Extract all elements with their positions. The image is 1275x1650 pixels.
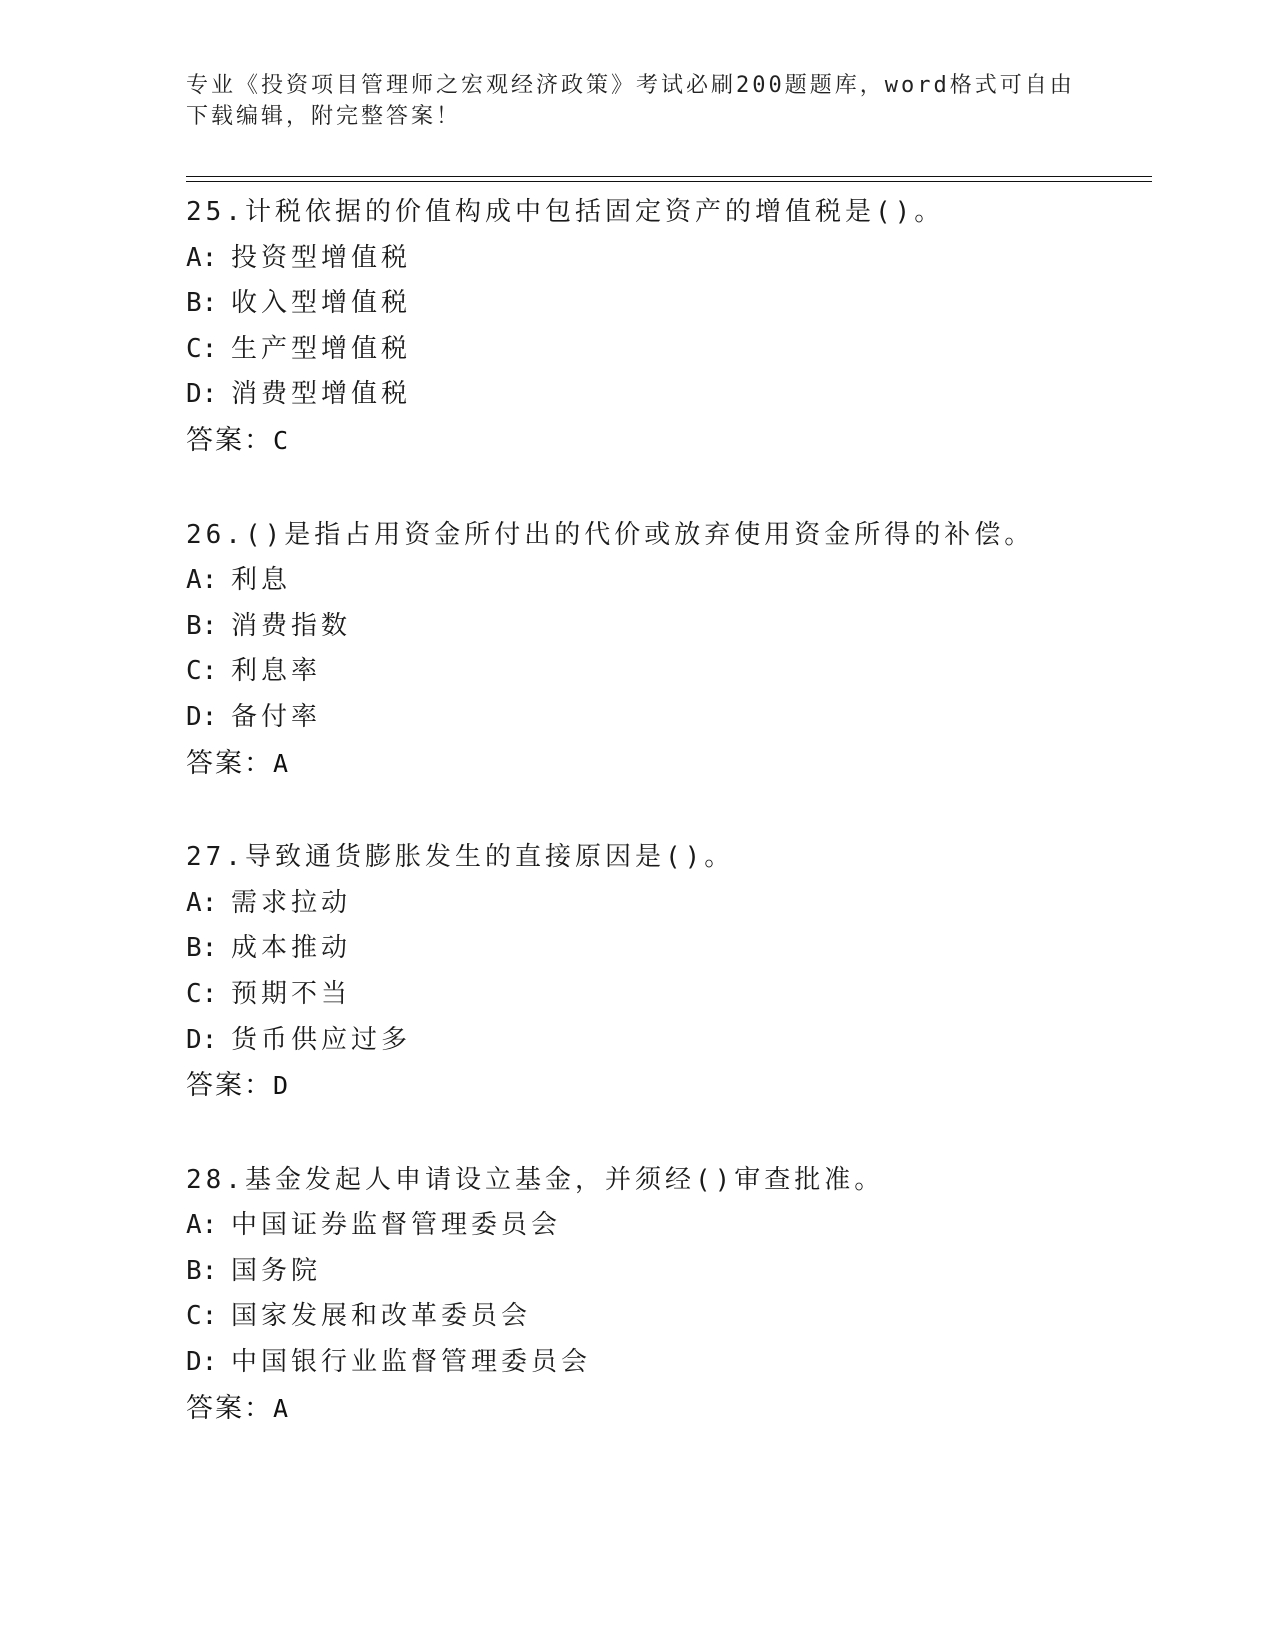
option-text: 消费指数: [231, 610, 352, 641]
option-text: 国务院: [231, 1255, 322, 1286]
option-label: A:: [186, 1210, 218, 1241]
option-text: 国家发展和改革委员会: [231, 1301, 532, 1332]
option-text: 利息: [231, 565, 292, 596]
answer-value: D: [273, 1071, 291, 1101]
option-row: [186, 1340, 1152, 1386]
option-text: 中国银行业监督管理委员会: [231, 1347, 592, 1378]
option-label: C:: [186, 978, 218, 1009]
option-row: [186, 695, 1152, 741]
option-label: B:: [186, 1255, 218, 1286]
option-label: D:: [186, 1347, 218, 1378]
answer-value: A: [273, 748, 291, 778]
option-text: 生产型增值税: [231, 333, 412, 364]
option-row: [186, 649, 1152, 695]
answer-prefix: 答案：: [186, 747, 273, 779]
option-row: [186, 558, 1152, 604]
question-block: [186, 1158, 1152, 1432]
option-text: 需求拉动: [231, 887, 352, 918]
question-stem: 27.导致通货膨胀发生的直接原因是()。: [186, 842, 735, 873]
option-label: D:: [186, 701, 218, 732]
option-label: A:: [186, 887, 218, 918]
option-text: 投资型增值税: [231, 242, 412, 273]
question-stem: 28.基金发起人申请设立基金，并须经()审查批准。: [186, 1164, 885, 1195]
answer-line: [186, 1386, 1152, 1432]
option-row: [186, 1249, 1152, 1295]
header-line-2: 下载编辑，附完整答案！: [186, 104, 462, 129]
option-row: [186, 1018, 1152, 1064]
option-text: 中国证券监督管理委员会: [231, 1210, 562, 1241]
option-row: [186, 1203, 1152, 1249]
option-text: 货币供应过多: [231, 1024, 412, 1055]
question-stem: 26.()是指占用资金所付出的代价或放弃使用资金所得的补偿。: [186, 519, 1035, 550]
question-list: [186, 190, 1152, 1480]
header-divider-top: [186, 176, 1152, 177]
option-text: 备付率: [231, 701, 322, 732]
option-label: A:: [186, 242, 218, 273]
question-block: [186, 513, 1152, 787]
header-line-1: 专业《投资项目管理师之宏观经济政策》考试必刷200题题库，word格式可自由: [186, 73, 1075, 98]
option-label: D:: [186, 379, 218, 410]
option-row: [186, 604, 1152, 650]
option-label: C:: [186, 656, 218, 687]
option-row: [186, 972, 1152, 1018]
question-block: [186, 835, 1152, 1109]
option-text: 消费型增值税: [231, 379, 412, 410]
option-text: 利息率: [231, 656, 322, 687]
option-label: C:: [186, 1301, 218, 1332]
document-header: [186, 70, 1086, 132]
option-text: 成本推动: [231, 933, 352, 964]
option-row: [186, 926, 1152, 972]
option-row: [186, 1294, 1152, 1340]
question-block: [186, 190, 1152, 464]
option-text: 预期不当: [231, 978, 352, 1009]
answer-line: [186, 741, 1152, 787]
option-label: B:: [186, 610, 218, 641]
option-label: D:: [186, 1024, 218, 1055]
answer-line: [186, 1063, 1152, 1109]
option-label: B:: [186, 933, 218, 964]
answer-value: A: [273, 1393, 291, 1423]
answer-prefix: 答案：: [186, 424, 273, 456]
option-label: C:: [186, 333, 218, 364]
option-label: A:: [186, 565, 218, 596]
option-text: 收入型增值税: [231, 288, 412, 319]
answer-value: C: [273, 425, 291, 455]
option-row: [186, 881, 1152, 927]
option-row: [186, 372, 1152, 418]
answer-prefix: 答案：: [186, 1392, 273, 1424]
option-row: [186, 327, 1152, 373]
answer-prefix: 答案：: [186, 1070, 273, 1102]
header-divider-bottom: [186, 181, 1152, 182]
option-row: [186, 281, 1152, 327]
option-row: [186, 236, 1152, 282]
option-label: B:: [186, 288, 218, 319]
question-stem: 25.计税依据的价值构成中包括固定资产的增值税是()。: [186, 197, 945, 227]
answer-line: [186, 418, 1152, 464]
